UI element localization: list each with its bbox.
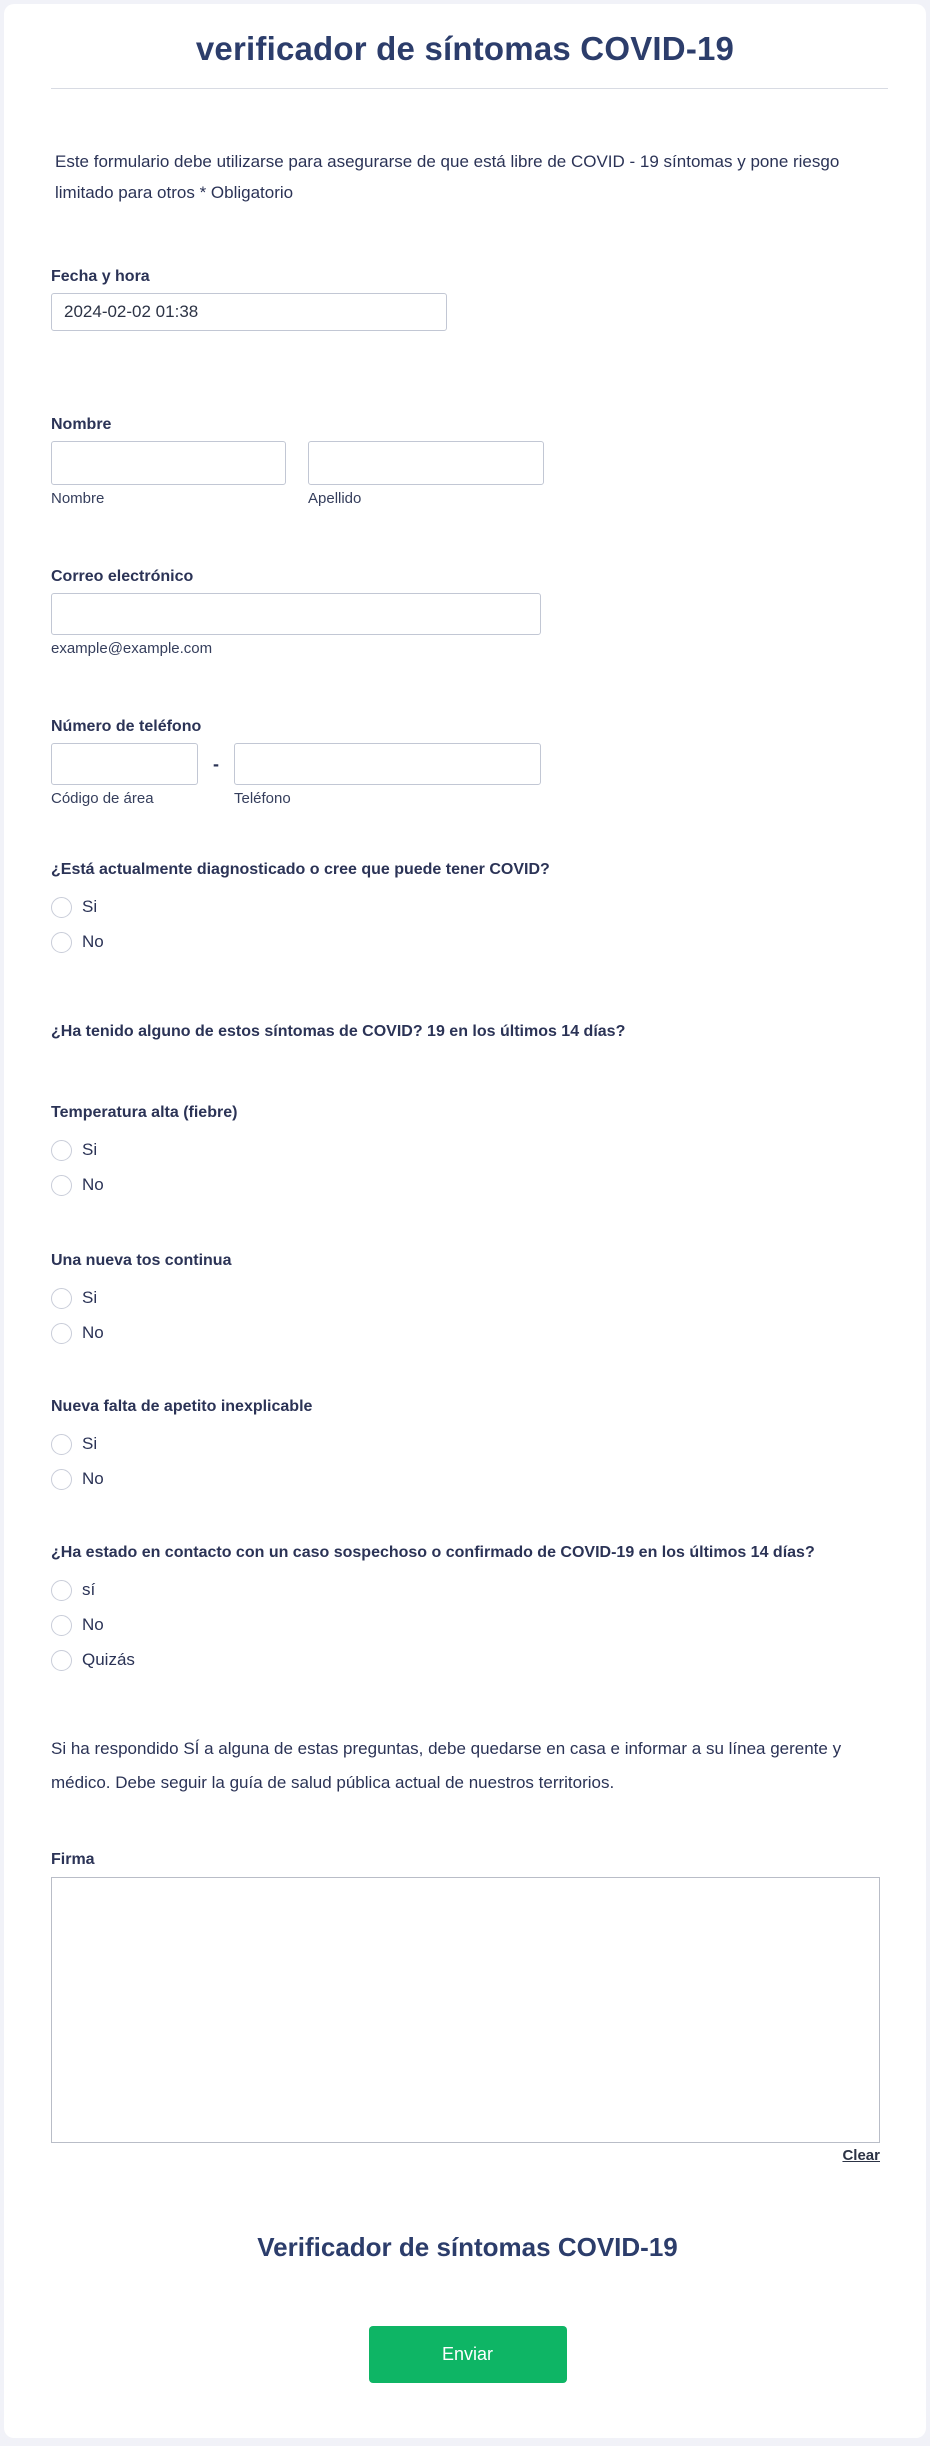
- form-card: [4, 4, 926, 2438]
- intro-text: Este formulario debe utilizarse para asegurarse de que está libre de COVID - 19 síntomas y pone riesgo limitado para otros * Obligatorio: [55, 152, 840, 202]
- radio-option-fever-no[interactable]: [51, 1174, 884, 1196]
- symptoms-section-header: ¿Ha tenido alguno de estos síntomas de COVID? 19 en los últimos 14 días?: [51, 1023, 626, 1040]
- closing-note: Si ha respondido SÍ a alguna de estas preguntas, debe quedarse en casa e informar a su línea gerente y médico. Debe seguir la guía de salud pública actual de nuestros territorios.: [51, 1739, 842, 1792]
- radio-button-icon[interactable]: [51, 1580, 72, 1601]
- area-code-sublabel: Código de área: [51, 790, 154, 807]
- first-name-input[interactable]: [51, 441, 286, 485]
- phone-label: Número de teléfono: [51, 718, 202, 735]
- radio-option-label: No: [82, 1615, 104, 1634]
- datetime-input[interactable]: [51, 293, 447, 331]
- signature-label: Firma: [51, 1851, 95, 1868]
- radio-option-label: Si: [82, 1140, 98, 1159]
- radio-option-label: Si: [82, 897, 98, 916]
- question-contact-options: [51, 1579, 884, 1671]
- radio-option-contact-quizas[interactable]: [51, 1649, 884, 1671]
- radio-option-label: No: [82, 932, 104, 951]
- name-inputs-row: [51, 441, 884, 508]
- radio-option-diagnosed-no[interactable]: [51, 931, 884, 953]
- radio-option-contact-si[interactable]: [51, 1579, 884, 1601]
- field-email: [51, 566, 884, 658]
- question-fever-options: [51, 1139, 884, 1196]
- radio-option-cough-si[interactable]: [51, 1287, 884, 1309]
- header-divider: [51, 88, 888, 89]
- email-label: Correo electrónico: [51, 568, 194, 585]
- radio-option-diagnosed-si[interactable]: [51, 896, 884, 918]
- footer-form-heading: Verificador de síntomas COVID-19: [257, 2232, 678, 2262]
- question-appetite-options: [51, 1433, 884, 1490]
- radio-button-icon[interactable]: [51, 1434, 72, 1455]
- question-contact: [51, 1541, 884, 1671]
- field-signature: [51, 1849, 884, 2165]
- field-datetime: [51, 266, 884, 331]
- question-diagnosed-options: [51, 896, 884, 953]
- email-sublabel: example@example.com: [51, 640, 213, 657]
- signature-clear-link[interactable]: Clear: [842, 2147, 880, 2164]
- signature-clear-row: [51, 2147, 880, 2165]
- radio-option-label: Quizás: [82, 1650, 135, 1669]
- phone-number-input[interactable]: [234, 743, 541, 785]
- question-contact-label: ¿Ha estado en contacto con un caso sospechoso o confirmado de COVID-19 en los últimos 14 días?: [51, 1544, 815, 1561]
- question-appetite-label: Nueva falta de apetito inexplicable: [51, 1398, 313, 1415]
- radio-button-icon[interactable]: [51, 1288, 72, 1309]
- area-code-column: [51, 743, 198, 808]
- question-diagnosed-label: ¿Está actualmente diagnosticado o cree que puede tener COVID?: [51, 861, 550, 878]
- form-title: verificador de síntomas COVID-19: [195, 30, 735, 67]
- radio-button-icon[interactable]: [51, 1323, 72, 1344]
- email-input[interactable]: [51, 593, 541, 635]
- question-cough: [51, 1249, 884, 1344]
- radio-button-icon[interactable]: [51, 1615, 72, 1636]
- radio-option-appetite-no[interactable]: [51, 1468, 884, 1490]
- name-label: Nombre: [51, 416, 112, 433]
- radio-option-appetite-si[interactable]: [51, 1433, 884, 1455]
- datetime-label: Fecha y hora: [51, 268, 150, 285]
- field-name: [51, 414, 884, 508]
- form-content: [4, 146, 926, 2383]
- area-code-input[interactable]: [51, 743, 198, 785]
- radio-option-fever-si[interactable]: [51, 1139, 884, 1161]
- radio-button-icon[interactable]: [51, 1469, 72, 1490]
- radio-option-contact-no[interactable]: [51, 1614, 884, 1636]
- radio-option-label: Si: [82, 1434, 98, 1453]
- question-appetite: [51, 1395, 884, 1490]
- last-name-input[interactable]: [308, 441, 544, 485]
- signature-pad[interactable]: [51, 1877, 880, 2143]
- first-name-sublabel: Nombre: [51, 490, 105, 507]
- field-phone: [51, 716, 884, 808]
- radio-button-icon[interactable]: [51, 897, 72, 918]
- radio-option-label: Si: [82, 1288, 98, 1307]
- radio-button-icon[interactable]: [51, 1140, 72, 1161]
- first-name-column: [51, 441, 286, 508]
- phone-number-column: [234, 743, 541, 808]
- submit-button[interactable]: Enviar: [369, 2326, 567, 2383]
- last-name-sublabel: Apellido: [308, 490, 362, 507]
- radio-button-icon[interactable]: [51, 1650, 72, 1671]
- radio-option-label: No: [82, 1175, 104, 1194]
- question-cough-label: Una nueva tos continua: [51, 1252, 232, 1269]
- question-diagnosed: [51, 858, 884, 953]
- radio-option-label: No: [82, 1469, 104, 1488]
- radio-option-cough-no[interactable]: [51, 1322, 884, 1344]
- radio-button-icon[interactable]: [51, 1175, 72, 1196]
- question-cough-options: [51, 1287, 884, 1344]
- radio-option-label: No: [82, 1323, 104, 1342]
- phone-inputs-row: [51, 743, 884, 808]
- radio-button-icon[interactable]: [51, 932, 72, 953]
- page-background: [0, 4, 930, 2446]
- last-name-column: [308, 441, 544, 508]
- phone-separator: -: [213, 753, 219, 774]
- question-fever-label: Temperatura alta (fiebre): [51, 1104, 238, 1121]
- radio-option-label: sí: [82, 1580, 96, 1599]
- phone-number-sublabel: Teléfono: [234, 790, 291, 807]
- question-fever: [51, 1101, 884, 1196]
- submit-row: [51, 2326, 884, 2383]
